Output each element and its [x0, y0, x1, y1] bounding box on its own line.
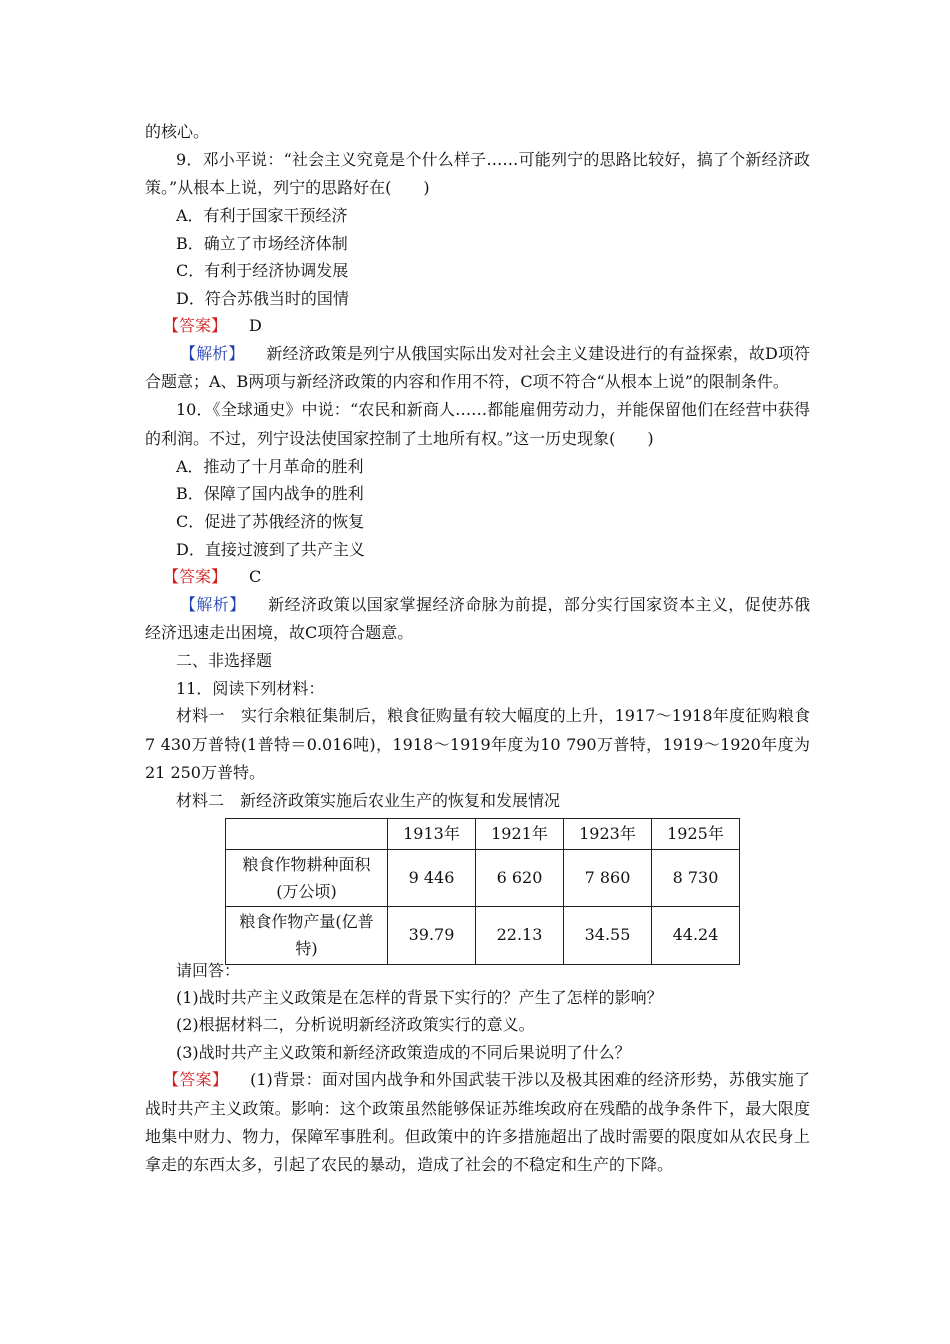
q10-analysis: [145, 591, 810, 647]
q10-option-b: B．保障了国内战争的胜利: [176, 484, 364, 504]
answer-value: C: [249, 567, 262, 587]
analysis-text: 新经济政策是列宁从俄国实际出发对社会主义建设进行的有益探索，故D项符合题意；A、B两项与新经济政策的内容和作用不符，C项不符合“从根本上说”的限制条件。: [145, 343, 810, 392]
please-answer: 请回答：: [176, 960, 241, 980]
q9-answer: [145, 312, 810, 340]
q10-option-c: C．促进了苏俄经济的恢复: [176, 511, 365, 531]
answer-text: (1)背景：面对国内战争和外国武装干涉以及极其困难的经济形势，苏俄实施了战时共产主义政策。影响：这个政策虽然能够保证苏维埃政府在残酷的战争条件下，最大限度地集中财力、物力，保障军事胜利。但政策中的许多措施超出了战时需要的限度如从农民身上拿走的东西太多，引起了农民的暴动，造成了社会的不稳定和生产的下降。: [145, 1070, 810, 1174]
table-header-cell: [226, 818, 388, 849]
q9-option-a: A．有利于国家干预经济: [176, 206, 348, 225]
table-row-label: [226, 906, 388, 964]
table-cell: 22.13: [476, 906, 564, 964]
table-cell: 9 446: [388, 849, 476, 906]
q11-sub-3: (3)战时共产主义政策和新经济政策造成的不同后果说明了什么？: [176, 1042, 631, 1062]
material-1: 材料一 实行余粮征集制后，粮食征购量有较大幅度的上升，1917～1918年度征购粮食7 430万普特(1普特＝0.016吨)，1918～1919年度为10 790万普特，1919～1920年度为21 250万普特。: [145, 706, 810, 782]
analysis-text: 新经济政策以国家掌握经济命脉为前提，部分实行国家资本主义，促使苏俄经济迅速走出困境，故C项符合题意。: [145, 594, 810, 642]
row-label-text: 粮食作物产量(亿普特): [239, 912, 374, 959]
question-9-stem: [145, 146, 810, 202]
analysis-tag: 【解析】: [180, 594, 246, 614]
table-header-cell: 1925年: [652, 818, 740, 849]
table-cell: 7 860: [564, 849, 652, 906]
q11-sub-2: (2)根据材料二，分析说明新经济政策实行的意义。: [176, 1015, 535, 1035]
q9-option-c: C．有利于经济协调发展: [176, 261, 349, 281]
table-cell: 44.24: [652, 906, 740, 964]
answer-tag: 【答案】: [163, 316, 228, 336]
q9-option-d: D．符合苏俄当时的国情: [176, 288, 349, 308]
table-row: [226, 906, 740, 964]
document-page: [145, 118, 810, 1179]
q9-stem-part1: 9．邓小平说：“社会主义究竟是个什么样子……可能列宁的思路比较好，搞了个新经: [176, 149, 778, 169]
table-row-label: [226, 849, 388, 906]
question-11-stem: 11．阅读下列材料：: [176, 678, 325, 698]
table-cell: 6 620: [476, 849, 564, 906]
table-cell: 34.55: [564, 906, 652, 964]
answer-tag: 【答案】: [163, 567, 228, 587]
q10-answer: [145, 563, 810, 591]
agriculture-table: [225, 818, 740, 965]
material-2-title: 材料二 新经济政策实施后农业生产的恢复和发展情况: [176, 790, 561, 810]
table-header-row: [226, 818, 740, 849]
table-header-cell: 1921年: [476, 818, 564, 849]
table-row: [226, 849, 740, 906]
table-cell: 39.79: [388, 906, 476, 964]
q9-analysis: [145, 340, 810, 396]
q11-answer: [145, 1066, 810, 1179]
row-label-text: 粮食作物耕种面积(万公顷): [242, 854, 371, 901]
text-line: 的核心。: [145, 122, 210, 141]
q10-option-a: A．推动了十月革命的胜利: [176, 456, 364, 476]
section-heading: 二、非选择题: [176, 651, 273, 671]
answer-tag: 【答案】: [163, 1070, 229, 1090]
table-header-cell: 1913年: [388, 818, 476, 849]
analysis-tag: 【解析】: [180, 343, 245, 363]
question-10-stem: 10．《全球通史》中说：“农民和新商人……都能雇佣劳动力，并能保留他们在经营中获得的利润。不过，列宁设法使国家控制了土地所有权。”这一历史现象( ): [145, 400, 810, 448]
q11-sub-1: (1)战时共产主义政策是在怎样的背景下实行的？产生了怎样的影响？: [176, 987, 663, 1007]
q9-stem-part2: 济政策。”从根本上说，列宁的思路好在( ): [145, 149, 810, 197]
answer-value: D: [249, 316, 262, 336]
table-header-cell: 1923年: [564, 818, 652, 849]
table-cell: 8 730: [652, 849, 740, 906]
q10-option-d: D．直接过渡到了共产主义: [176, 539, 365, 559]
q9-option-b: B．确立了市场经济体制: [176, 233, 348, 253]
